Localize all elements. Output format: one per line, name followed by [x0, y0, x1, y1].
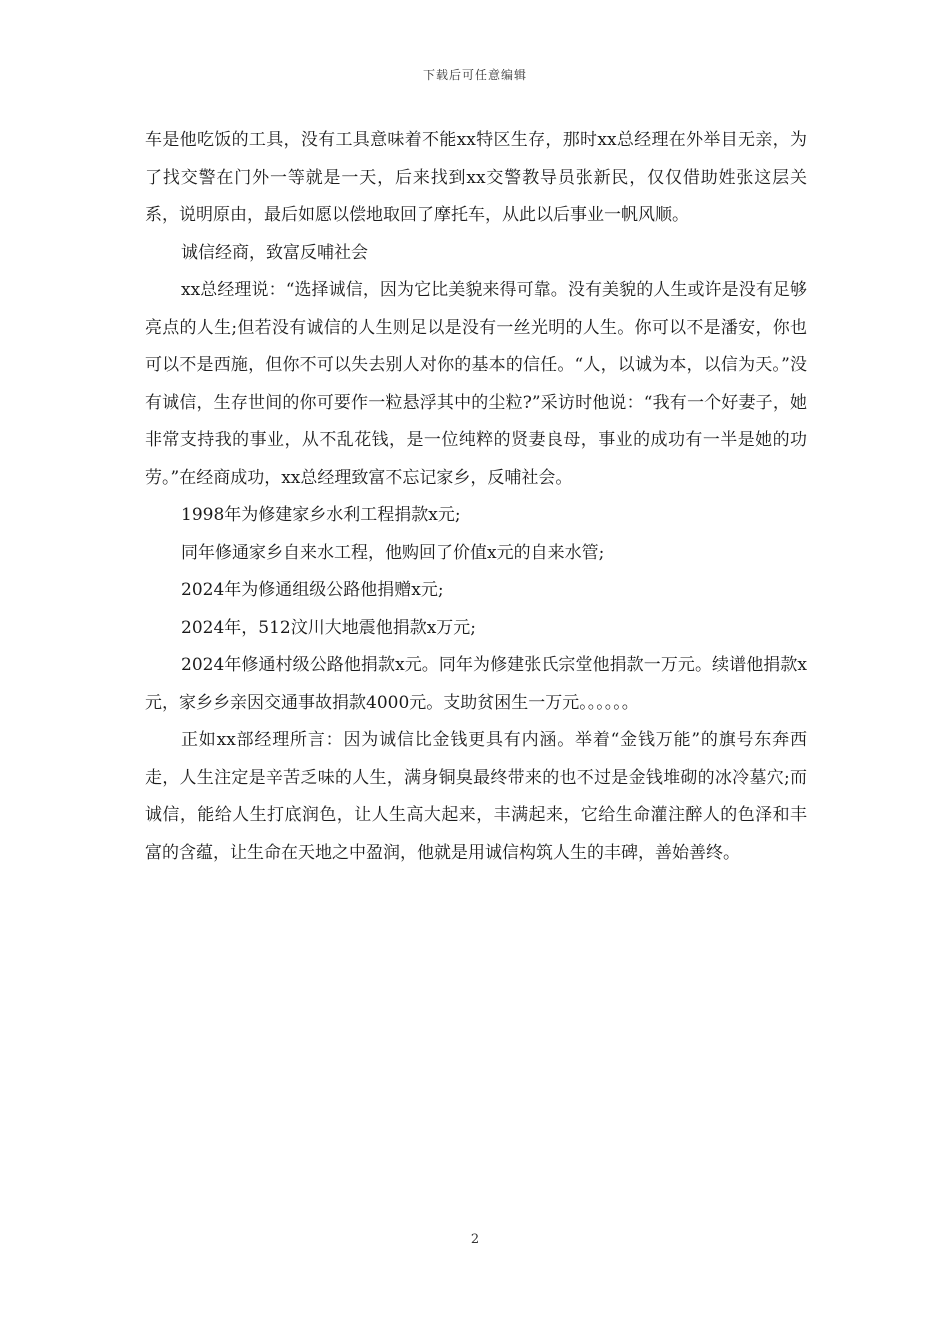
- paragraph-continuation: 车是他吃饭的工具，没有工具意味着不能xx特区生存，那时xx总经理在外举目无亲，为了找交警在门外一等就是一天，后来找到xx交警教导员张新民，仅仅借助姓张这层关系，说明原由，最后如愿以偿地取回了摩托车，从此以后事业一帆风顺。: [145, 130, 807, 225]
- list-item-donation-road-village: 2024年修通村级公路他捐款x元。同年为修建张氏宗堂他捐款一万元。续谱他捐款x元，家乡乡亲因交通事故捐款4000元。支助贫困生一万元。。。。。。: [145, 655, 807, 713]
- list-item-donation-water: 同年修通家乡自来水工程，他购回了价值x元的自来水管;: [181, 542, 605, 563]
- section-heading: 诚信经商，致富反哺社会: [181, 242, 368, 263]
- paragraph-quote: xx总经理说：“选择诚信，因为它比美貌来得可靠。没有美貌的人生或许是没有足够亮点的人生;但若没有诚信的人生则足以是没有一丝光明的人生。你可以不是潘安，你也可以不是西施，但你不可以失去别人对你的基本的信任。“人，以诚为本，以信为天。”没有诚信，生存世间的你可要作一粒悬浮其中的尘粒?”采访时他说：“我有一个好妻子，她非常支持我的事业，从不乱花钱，是一位纯粹的贤妻良母，事业的成功有一半是她的功劳。”在经商成功，xx总经理致富不忘记家乡，反哺社会。: [145, 280, 807, 488]
- document-body: [145, 122, 807, 872]
- list-item-donation-1998: 1998年为修建家乡水利工程捐款x元;: [181, 505, 461, 525]
- page-header: 下载后可任意编辑: [422, 68, 527, 82]
- list-item-donation-earthquake: 2024年，512汶川大地震他捐款x万元;: [181, 617, 477, 638]
- list-item-donation-road-group: 2024年为修通组级公路他捐赠x元;: [181, 580, 444, 600]
- page-number: 2: [470, 1232, 480, 1247]
- paragraph-conclusion: 正如xx部经理所言：因为诚信比金钱更具有内涵。举着“金钱万能”的旗号东奔西走，人生注定是辛苦乏味的人生，满身铜臭最终带来的也不过是金钱堆砌的冰冷墓穴;而诚信，能给人生打底润色，让人生高大起来，丰满起来，它给生命灌注醉人的色泽和丰富的含蕴，让生命在天地之中盈润，他就是用诚信构筑人生的丰碑，善始善终。: [145, 730, 807, 863]
